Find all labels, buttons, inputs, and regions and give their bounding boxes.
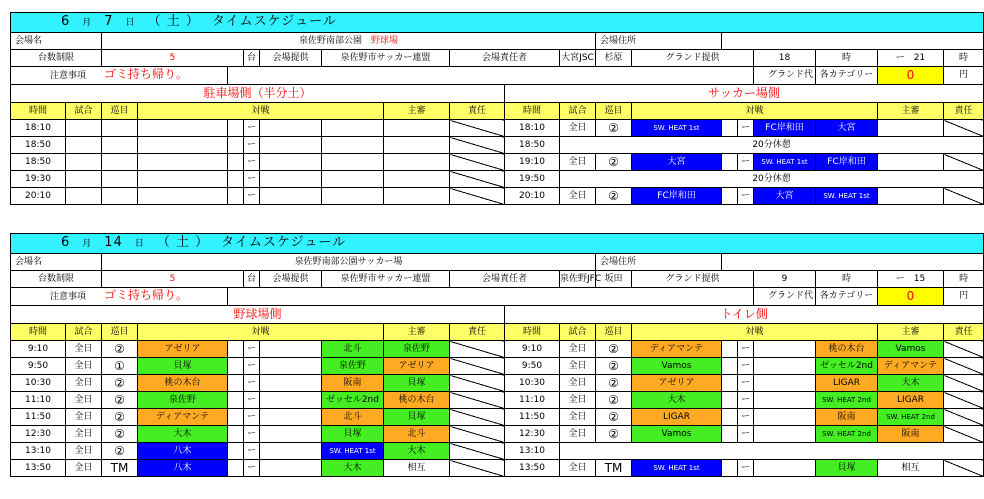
ground-label: グランド提供	[632, 271, 754, 288]
right-time: 11:50	[505, 409, 560, 426]
left-time: 19:30	[11, 171, 66, 188]
resp-cell	[450, 171, 505, 188]
vs-dash: ー	[244, 460, 260, 477]
right-match: 全日	[560, 426, 596, 443]
left-time: 9:10	[11, 341, 66, 358]
left-away-team: 阪南	[322, 375, 384, 392]
table-row	[11, 154, 984, 171]
left-time: 18:10	[11, 120, 66, 137]
left-time: 13:50	[11, 460, 66, 477]
right-referee: ディアマンテ	[878, 358, 944, 375]
header-round: 巡目	[102, 324, 138, 341]
left-round: ②	[102, 443, 138, 460]
left-match: 全日	[66, 392, 102, 409]
empty-slot	[560, 443, 984, 460]
left-away-team: 貝塚	[322, 426, 384, 443]
left-home-team: ディアマンテ	[138, 409, 228, 426]
header-time: 時間	[11, 324, 66, 341]
address-label: 会場住所	[596, 33, 722, 50]
notice-label: 注意事項	[49, 71, 86, 81]
schedule-title	[11, 234, 984, 254]
table-row	[11, 120, 984, 137]
ground-from-unit: 時	[816, 271, 878, 288]
table-row	[11, 392, 984, 409]
manager-name: 杉原	[596, 50, 632, 67]
resp-cell	[450, 426, 505, 443]
fee-label: グランド代	[754, 288, 816, 306]
vs-dash: ー	[244, 341, 260, 358]
header-referee: 主審	[384, 103, 450, 120]
venue-label: 会場名	[11, 33, 102, 50]
left-round: TM	[102, 460, 138, 477]
header-referee: 主審	[878, 103, 944, 120]
category-label: 各カテゴリー	[816, 67, 878, 85]
table-row	[11, 358, 984, 375]
right-match: 全日	[560, 409, 596, 426]
fee-value: 0	[878, 67, 944, 85]
provider-value: 泉佐野市サッカー連盟	[322, 271, 450, 288]
ground-to-unit: 時	[959, 52, 969, 63]
title-label: タイムスケジュール	[211, 14, 337, 29]
right-match: 全日	[560, 392, 596, 409]
right-match: 全日	[560, 460, 596, 477]
resp-cell	[944, 154, 984, 171]
left-away-team: 泉佐野	[322, 358, 384, 375]
right-section-title: サッカー場側	[505, 85, 984, 103]
header-vs: 対戦	[138, 324, 384, 341]
notice-label-cell	[11, 67, 228, 85]
right-away-team: ゼッセル2nd	[816, 358, 878, 375]
title-month-unit: 月	[82, 239, 93, 249]
header-resp: 責任	[944, 103, 984, 120]
manager-team: 大宮JSC	[560, 50, 596, 67]
right-round: ②	[596, 120, 632, 137]
left-round: ②	[102, 409, 138, 426]
schedule-table	[10, 12, 984, 205]
right-time: 18:50	[505, 137, 560, 154]
ground-dash: ー	[895, 52, 905, 63]
header-resp: 責任	[944, 324, 984, 341]
right-round: TM	[596, 460, 632, 477]
vs-dash: ー	[738, 375, 754, 392]
notice-spacer	[228, 67, 754, 85]
header-round: 巡目	[596, 103, 632, 120]
resp-cell	[450, 154, 505, 171]
limit-unit: 台	[244, 50, 260, 67]
title-day: 14	[104, 235, 123, 250]
right-referee: FC岸和田	[816, 154, 878, 171]
header-match: 試合	[560, 324, 596, 341]
ground-from: 18	[754, 50, 816, 67]
resp-cell	[450, 188, 505, 205]
title-month: 6	[61, 235, 71, 250]
header-vs: 対戦	[632, 324, 878, 341]
venue-name-cell	[102, 33, 596, 50]
vs-dash: ー	[244, 137, 260, 154]
vs-dash: ー	[244, 392, 260, 409]
notice-value: ゴミ持ち帰り。	[104, 67, 189, 81]
ground-dash: ー	[895, 273, 905, 284]
left-round: ②	[102, 375, 138, 392]
right-away-team: FC岸和田	[754, 120, 816, 137]
vs-dash: ー	[244, 154, 260, 171]
manager-name: 坂田	[596, 271, 632, 288]
left-match: 全日	[66, 460, 102, 477]
right-time: 9:50	[505, 358, 560, 375]
right-referee: SW. HEAT 2nd	[878, 409, 944, 426]
right-home-team: アゼリア	[632, 375, 722, 392]
right-home-team: SW. HEAT 1st	[632, 120, 722, 137]
resp-cell	[450, 460, 505, 477]
vs-dash: ー	[738, 358, 754, 375]
vs-dash: ー	[738, 341, 754, 358]
title-weekday: （ 土 ）	[147, 14, 200, 29]
left-home-team: 大木	[138, 426, 228, 443]
vs-dash: ー	[738, 460, 754, 477]
vs-dash: ー	[738, 409, 754, 426]
resp-cell	[944, 409, 984, 426]
vs-dash: ー	[738, 426, 754, 443]
fee-yen: 円	[944, 67, 984, 85]
table-row	[11, 188, 984, 205]
table-row	[11, 460, 984, 477]
title-label: タイムスケジュール	[221, 235, 347, 250]
right-home-team: FC岸和田	[632, 188, 722, 205]
vs-dash: ー	[244, 375, 260, 392]
resp-cell	[450, 409, 505, 426]
left-away-team: 大木	[322, 460, 384, 477]
venue-name: 泉佐野南部公園サッカー場	[102, 254, 596, 271]
category-label: 各カテゴリー	[816, 288, 878, 306]
venue-label: 会場名	[11, 254, 102, 271]
left-referee: 北斗	[384, 426, 450, 443]
venue-name: 泉佐野南部公園	[298, 35, 362, 46]
notice-value: ゴミ持ち帰り。	[104, 288, 189, 302]
resp-cell	[450, 392, 505, 409]
right-time: 10:30	[505, 375, 560, 392]
right-match: 全日	[560, 188, 596, 205]
right-time: 13:10	[505, 443, 560, 460]
header-time: 時間	[505, 324, 560, 341]
column-headers	[11, 324, 984, 341]
right-away-team: 大宮	[754, 188, 816, 205]
table-row	[11, 443, 984, 460]
resp-cell	[450, 358, 505, 375]
vs-dash: ー	[244, 426, 260, 443]
right-section-title: トイレ側	[505, 306, 984, 324]
table-row	[11, 341, 984, 358]
left-referee: アゼリア	[384, 358, 450, 375]
right-referee: SW. HEAT 1st	[816, 188, 878, 205]
limit-label: 台数制限	[11, 50, 102, 67]
title-day-unit: 日	[125, 18, 136, 28]
table-row	[11, 171, 984, 188]
notice-label-cell	[11, 288, 228, 306]
ground-range-cell	[878, 50, 944, 67]
limit-value: 5	[102, 271, 244, 288]
vs-dash: ー	[244, 409, 260, 426]
right-referee: LIGAR	[878, 392, 944, 409]
left-time: 11:50	[11, 409, 66, 426]
left-time: 12:30	[11, 426, 66, 443]
break-note: 20分休憩	[560, 171, 984, 188]
left-home-team: 泉佐野	[138, 392, 228, 409]
left-home-team: 貝塚	[138, 358, 228, 375]
left-match: 全日	[66, 409, 102, 426]
right-referee: 阪南	[878, 426, 944, 443]
header-time: 時間	[505, 103, 560, 120]
table-row	[11, 137, 984, 154]
right-match: 全日	[560, 154, 596, 171]
right-home-team: LIGAR	[632, 409, 722, 426]
right-time: 9:10	[505, 341, 560, 358]
fee-label: グランド代	[754, 67, 816, 85]
left-round: ①	[102, 358, 138, 375]
schedule-title	[11, 13, 984, 33]
left-match: 全日	[66, 375, 102, 392]
limit-value: 5	[102, 50, 244, 67]
left-round: ②	[102, 341, 138, 358]
right-away-team: LIGAR	[816, 375, 878, 392]
left-match: 全日	[66, 358, 102, 375]
nighter-cell	[944, 50, 984, 67]
ground-range-cell	[878, 271, 944, 288]
left-away-team: 北斗	[322, 341, 384, 358]
limit-label: 台数制限	[11, 271, 102, 288]
right-time: 13:50	[505, 460, 560, 477]
resp-cell	[944, 120, 984, 137]
left-referee: 泉佐野	[384, 341, 450, 358]
table-row	[11, 409, 984, 426]
right-away-team: SW. HEAT 2nd	[816, 426, 878, 443]
left-away-team: ゼッセル2nd	[322, 392, 384, 409]
manager-label: 会場責任者	[450, 271, 560, 288]
right-home-team: Vamos	[632, 358, 722, 375]
address-label: 会場住所	[596, 254, 722, 271]
right-round: ②	[596, 392, 632, 409]
break-note: 20分休憩	[560, 137, 984, 154]
vs-dash: ー	[738, 154, 754, 171]
header-resp: 責任	[450, 324, 505, 341]
ground-label: グランド提供	[632, 50, 754, 67]
vs-dash: ー	[244, 120, 260, 137]
manager-label: 会場責任者	[450, 50, 560, 67]
right-time: 18:10	[505, 120, 560, 137]
table-row	[11, 375, 984, 392]
header-vs: 対戦	[138, 103, 384, 120]
resp-cell	[944, 426, 984, 443]
vs-dash: ー	[244, 443, 260, 460]
right-round: ②	[596, 426, 632, 443]
right-match: 全日	[560, 358, 596, 375]
resp-cell	[944, 358, 984, 375]
left-round: ②	[102, 426, 138, 443]
schedule-june-7	[10, 12, 973, 205]
header-time: 時間	[11, 103, 66, 120]
resp-cell	[450, 443, 505, 460]
schedule-june-14	[10, 233, 973, 477]
provider-label: 会場提供	[260, 271, 322, 288]
left-away-team: 北斗	[322, 409, 384, 426]
left-section-title: 野球場側	[11, 306, 505, 324]
notice-spacer	[228, 288, 754, 306]
left-time: 13:10	[11, 443, 66, 460]
left-time: 18:50	[11, 154, 66, 171]
venue-field: 野球場	[371, 35, 399, 46]
right-away-team: SW. HEAT 2nd	[816, 392, 878, 409]
title-month-unit: 月	[82, 18, 93, 28]
vs-dash: ー	[738, 120, 754, 137]
ground-from: 9	[754, 271, 816, 288]
fee-yen: 円	[944, 288, 984, 306]
right-round: ②	[596, 358, 632, 375]
resp-cell	[944, 341, 984, 358]
vs-dash: ー	[738, 392, 754, 409]
left-section-title: 駐車場側（半分土）	[11, 85, 505, 103]
column-headers	[11, 103, 984, 120]
left-time: 20:10	[11, 188, 66, 205]
right-time: 12:30	[505, 426, 560, 443]
left-match: 全日	[66, 341, 102, 358]
fee-value: 0	[878, 288, 944, 306]
vs-dash: ー	[244, 358, 260, 375]
limit-unit: 台	[244, 271, 260, 288]
left-match: 全日	[66, 443, 102, 460]
ground-to: 15	[913, 273, 926, 284]
right-home-team: ディアマンテ	[632, 341, 722, 358]
resp-cell	[944, 375, 984, 392]
left-round: ②	[102, 392, 138, 409]
header-referee: 主審	[878, 324, 944, 341]
left-time: 9:50	[11, 358, 66, 375]
right-round: ②	[596, 154, 632, 171]
right-round: ②	[596, 188, 632, 205]
right-time: 20:10	[505, 188, 560, 205]
right-referee: 大木	[878, 375, 944, 392]
left-time: 18:50	[11, 137, 66, 154]
left-time: 11:10	[11, 392, 66, 409]
right-away-team: 貝塚	[816, 460, 878, 477]
vs-dash: ー	[738, 188, 754, 205]
left-referee: 貝塚	[384, 375, 450, 392]
title-day: 7	[104, 14, 114, 29]
ground-from-unit: 時	[816, 50, 878, 67]
vs-dash: ー	[244, 171, 260, 188]
provider-value: 泉佐野市サッカー連盟	[322, 50, 450, 67]
header-match: 試合	[66, 324, 102, 341]
right-home-team: Vamos	[632, 426, 722, 443]
right-time: 19:50	[505, 171, 560, 188]
left-match: 全日	[66, 426, 102, 443]
header-round: 巡目	[102, 103, 138, 120]
right-home-team: 大木	[632, 392, 722, 409]
right-time: 19:10	[505, 154, 560, 171]
manager-team: 泉佐野JFC	[560, 271, 596, 288]
schedule-table	[10, 233, 984, 477]
left-home-team: 八木	[138, 443, 228, 460]
right-round: ②	[596, 409, 632, 426]
ground-to: 21	[913, 52, 926, 63]
right-away-team: SW. HEAT 1st	[754, 154, 816, 171]
resp-cell	[944, 188, 984, 205]
header-resp: 責任	[450, 103, 505, 120]
right-match: 全日	[560, 375, 596, 392]
provider-label: 会場提供	[260, 50, 322, 67]
right-referee: 大宮	[816, 120, 878, 137]
resp-cell	[944, 460, 984, 477]
header-match: 試合	[66, 103, 102, 120]
right-match: 全日	[560, 120, 596, 137]
nighter-cell	[944, 271, 984, 288]
right-away-team: 桃の木台	[816, 341, 878, 358]
address-value	[722, 254, 984, 271]
header-vs: 対戦	[632, 103, 878, 120]
right-round: ②	[596, 341, 632, 358]
right-referee: Vamos	[878, 341, 944, 358]
right-home-team: 大宮	[632, 154, 722, 171]
resp-cell	[944, 392, 984, 409]
resp-cell	[450, 341, 505, 358]
right-home-team: SW. HEAT 1st	[632, 460, 722, 477]
right-match: 全日	[560, 341, 596, 358]
header-round: 巡目	[596, 324, 632, 341]
left-home-team: 八木	[138, 460, 228, 477]
header-match: 試合	[560, 103, 596, 120]
address-value	[722, 33, 984, 50]
title-day-unit: 日	[134, 239, 145, 249]
ground-to-unit: 時	[959, 273, 969, 284]
left-referee: 大木	[384, 443, 450, 460]
left-away-team: SW. HEAT 1st	[322, 443, 384, 460]
right-time: 11:10	[505, 392, 560, 409]
table-row	[11, 426, 984, 443]
left-referee: 桃の木台	[384, 392, 450, 409]
right-referee: 相互	[878, 460, 944, 477]
title-month: 6	[61, 14, 71, 29]
vs-dash: ー	[244, 188, 260, 205]
left-time: 10:30	[11, 375, 66, 392]
resp-cell	[450, 137, 505, 154]
notice-label: 注意事項	[49, 292, 86, 302]
left-home-team: アゼリア	[138, 341, 228, 358]
title-weekday: （ 土 ）	[156, 235, 210, 250]
right-away-team: 阪南	[816, 409, 878, 426]
left-home-team: 桃の木台	[138, 375, 228, 392]
header-referee: 主審	[384, 324, 450, 341]
resp-cell	[450, 120, 505, 137]
left-referee: 相互	[384, 460, 450, 477]
left-referee: 貝塚	[384, 409, 450, 426]
right-round: ②	[596, 375, 632, 392]
resp-cell	[450, 375, 505, 392]
